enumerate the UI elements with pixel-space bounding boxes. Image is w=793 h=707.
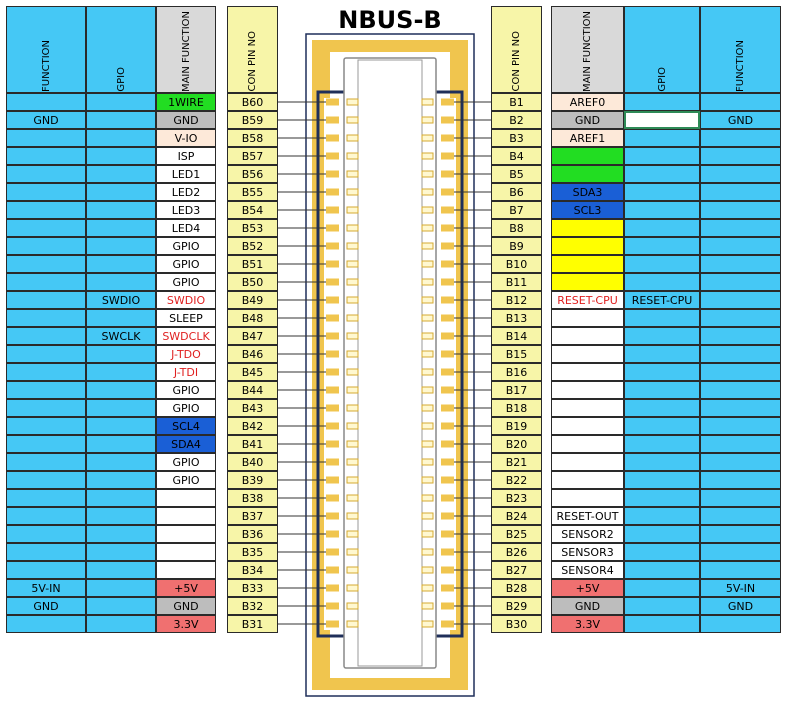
left-contact-pad: [326, 621, 339, 628]
left-contact-pad: [326, 243, 339, 250]
right-contact-finger: [422, 225, 433, 231]
right-contact-pad: [441, 207, 454, 214]
left-contact-finger: [347, 189, 358, 195]
right-contact-finger: [422, 243, 433, 249]
left-contact-finger: [347, 603, 358, 609]
header-right-function-label: FUNCTION: [735, 40, 746, 92]
right-contact-finger: [422, 171, 433, 177]
right-pin-cell: B21: [491, 453, 542, 471]
right-pin-cell: B20: [491, 435, 542, 453]
left-contact-pad: [326, 369, 339, 376]
left-main-function-cell: GPIO: [156, 399, 216, 417]
diagram-title: NBUS-B: [338, 6, 442, 34]
left-main-function-cell: ISP: [156, 147, 216, 165]
right-contact-finger: [422, 621, 433, 627]
right-pin-cell: B26: [491, 543, 542, 561]
right-pin-cell: B14: [491, 327, 542, 345]
right-contact-finger: [422, 279, 433, 285]
right-contact-pad: [441, 423, 454, 430]
left-contact-pad: [326, 351, 339, 358]
right-contact-pad: [441, 189, 454, 196]
left-contact-pad: [326, 297, 339, 304]
left-pin-cell: B50: [227, 273, 278, 291]
right-pin-cell: B29: [491, 597, 542, 615]
left-contact-pad: [326, 207, 339, 214]
left-contact-pad: [326, 333, 339, 340]
left-contact-finger: [347, 567, 358, 573]
left-main-function-cell: GPIO: [156, 381, 216, 399]
left-contact-pad: [326, 567, 339, 574]
right-pin-cell: B2: [491, 111, 542, 129]
left-contact-pad: [326, 441, 339, 448]
right-pin-cell: B13: [491, 309, 542, 327]
left-contact-finger: [347, 117, 358, 123]
left-main-function-cell: LED1: [156, 165, 216, 183]
right-contact-pad: [441, 315, 454, 322]
right-contact-finger: [422, 189, 433, 195]
left-main-function-cell: SWDCLK: [156, 327, 216, 345]
left-pin-cell: B38: [227, 489, 278, 507]
right-contact-pad: [441, 153, 454, 160]
left-pin-cell: B34: [227, 561, 278, 579]
left-contact-finger: [347, 477, 358, 483]
left-pin-cell: B44: [227, 381, 278, 399]
right-contact-pad: [441, 117, 454, 124]
left-pin-cell: B39: [227, 471, 278, 489]
left-contact-finger: [347, 279, 358, 285]
left-function-cell: GND: [6, 597, 86, 615]
right-contact-finger: [422, 351, 433, 357]
right-contact-finger: [422, 369, 433, 375]
left-main-function-cell: SLEEP: [156, 309, 216, 327]
right-pin-cell: B5: [491, 165, 542, 183]
right-pin-cell: B9: [491, 237, 542, 255]
right-function-cell: GND: [700, 111, 781, 129]
left-contact-pad: [326, 585, 339, 592]
right-pin-cell: B22: [491, 471, 542, 489]
left-pin-cell: B56: [227, 165, 278, 183]
right-contact-finger: [422, 423, 433, 429]
right-main-function-cell: +5V: [551, 579, 624, 597]
left-main-function-cell: SCL4: [156, 417, 216, 435]
header-left-main-function-label: MAIN FUNCTION: [180, 10, 192, 92]
left-main-function-cell: V-IO: [156, 129, 216, 147]
right-contact-pad: [441, 171, 454, 178]
right-contact-pad: [441, 279, 454, 286]
left-pin-cell: B31: [227, 615, 278, 633]
right-contact-finger: [422, 153, 433, 159]
right-contact-pad: [441, 261, 454, 268]
right-main-function-cell: SENSOR3: [551, 543, 624, 561]
right-main-function-cell: AREF0: [551, 93, 624, 111]
left-pin-cell: B59: [227, 111, 278, 129]
right-pin-cell: B3: [491, 129, 542, 147]
left-pin-cell: B51: [227, 255, 278, 273]
right-contact-finger: [422, 495, 433, 501]
left-contact-finger: [347, 297, 358, 303]
left-contact-finger: [347, 225, 358, 231]
left-contact-pad: [326, 513, 339, 520]
right-pin-cell: B11: [491, 273, 542, 291]
right-pin-cell: B30: [491, 615, 542, 633]
left-contact-finger: [347, 351, 358, 357]
right-contact-finger: [422, 567, 433, 573]
left-contact-pad: [326, 387, 339, 394]
right-contact-pad: [441, 369, 454, 376]
left-pin-cell: B41: [227, 435, 278, 453]
right-contact-pad: [441, 135, 454, 142]
left-contact-finger: [347, 621, 358, 627]
left-contact-finger: [347, 585, 358, 591]
left-contact-pad: [326, 261, 339, 268]
right-pin-cell: B10: [491, 255, 542, 273]
left-contact-pad: [326, 279, 339, 286]
right-contact-pad: [441, 459, 454, 466]
left-contact-pad: [326, 405, 339, 412]
left-contact-pad: [326, 531, 339, 538]
left-contact-finger: [347, 243, 358, 249]
right-contact-finger: [422, 333, 433, 339]
left-pin-cell: B48: [227, 309, 278, 327]
right-contact-finger: [422, 207, 433, 213]
left-pin-cell: B32: [227, 597, 278, 615]
left-contact-finger: [347, 207, 358, 213]
left-function-cell: 5V-IN: [6, 579, 86, 597]
left-contact-pad: [326, 423, 339, 430]
header-left-function-label: FUNCTION: [40, 40, 52, 92]
right-pin-cell: B15: [491, 345, 542, 363]
right-pin-cell: B4: [491, 147, 542, 165]
right-pin-cell: B24: [491, 507, 542, 525]
right-pin-cell: B6: [491, 183, 542, 201]
right-contact-pad: [441, 297, 454, 304]
right-main-function-cell: SDA3: [551, 183, 624, 201]
left-main-function-cell: J-TDI: [156, 363, 216, 381]
right-contact-pad: [441, 621, 454, 628]
right-contact-finger: [422, 315, 433, 321]
header-left-gpio-label: GPIO: [115, 67, 127, 92]
left-pin-cell: B37: [227, 507, 278, 525]
left-contact-finger: [347, 459, 358, 465]
right-pin-cell: B12: [491, 291, 542, 309]
left-contact-finger: [347, 171, 358, 177]
right-main-function-cell: GND: [551, 111, 624, 129]
left-contact-finger: [347, 441, 358, 447]
left-pin-cell: B47: [227, 327, 278, 345]
left-pin-cell: B55: [227, 183, 278, 201]
right-pin-cell: B17: [491, 381, 542, 399]
left-main-function-cell: 3.3V: [156, 615, 216, 633]
left-pin-cell: B35: [227, 543, 278, 561]
left-pin-cell: B58: [227, 129, 278, 147]
left-function-cell: GND: [6, 111, 86, 129]
left-gpio-cell: SWCLK: [86, 327, 156, 345]
left-pin-cell: B40: [227, 453, 278, 471]
left-contact-pad: [326, 153, 339, 160]
right-contact-pad: [441, 99, 454, 106]
right-main-function-cell: RESET-OUT: [551, 507, 624, 525]
left-main-function-cell: GPIO: [156, 471, 216, 489]
left-main-function-cell: LED3: [156, 201, 216, 219]
left-contact-finger: [347, 531, 358, 537]
right-main-function-cell: SENSOR4: [551, 561, 624, 579]
right-contact-finger: [422, 135, 433, 141]
left-pin-cell: B57: [227, 147, 278, 165]
right-contact-pad: [441, 243, 454, 250]
right-pin-cell: B28: [491, 579, 542, 597]
right-contact-pad: [441, 477, 454, 484]
right-contact-pad: [441, 585, 454, 592]
right-contact-finger: [422, 99, 433, 105]
left-main-function-cell: J-TDO: [156, 345, 216, 363]
left-main-function-cell: LED2: [156, 183, 216, 201]
right-main-function-cell: SENSOR2: [551, 525, 624, 543]
left-pin-cell: B43: [227, 399, 278, 417]
left-contact-finger: [347, 513, 358, 519]
left-contact-pad: [326, 495, 339, 502]
header-right-main-function-label: MAIN FUNCTION: [582, 10, 593, 92]
right-contact-finger: [422, 387, 433, 393]
right-contact-finger: [422, 297, 433, 303]
left-pin-cell: B54: [227, 201, 278, 219]
left-pin-cell: B45: [227, 363, 278, 381]
left-contact-finger: [347, 405, 358, 411]
left-contact-pad: [326, 459, 339, 466]
right-gpio-cell: RESET-CPU: [624, 291, 700, 309]
right-main-function-cell: SCL3: [551, 201, 624, 219]
right-contact-pad: [441, 441, 454, 448]
right-pin-cell: B7: [491, 201, 542, 219]
left-contact-pad: [326, 117, 339, 124]
left-contact-finger: [347, 387, 358, 393]
right-main-function-cell: RESET-CPU: [551, 291, 624, 309]
left-main-function-cell: LED4: [156, 219, 216, 237]
header-right-gpio-label: GPIO: [656, 67, 668, 92]
left-pin-cell: B33: [227, 579, 278, 597]
right-contact-finger: [422, 459, 433, 465]
left-pin-cell: B53: [227, 219, 278, 237]
left-main-function-cell: +5V: [156, 579, 216, 597]
right-pin-cell: B8: [491, 219, 542, 237]
left-contact-pad: [326, 477, 339, 484]
left-contact-pad: [326, 315, 339, 322]
right-pin-cell: B1: [491, 93, 542, 111]
left-pin-cell: B52: [227, 237, 278, 255]
left-main-function-cell: SWDIO: [156, 291, 216, 309]
left-pin-cell: B46: [227, 345, 278, 363]
right-contact-finger: [422, 261, 433, 267]
left-main-function-cell: GND: [156, 111, 216, 129]
right-function-cell: GND: [700, 597, 781, 615]
right-contact-pad: [441, 225, 454, 232]
right-pin-cell: B18: [491, 399, 542, 417]
left-contact-finger: [347, 261, 358, 267]
right-contact-pad: [441, 333, 454, 340]
left-contact-pad: [326, 549, 339, 556]
right-contact-pad: [441, 387, 454, 394]
right-contact-finger: [422, 441, 433, 447]
left-contact-finger: [347, 423, 358, 429]
header-right-con-pin-no-label: CON PIN NO: [511, 31, 522, 92]
left-contact-pad: [326, 603, 339, 610]
left-contact-finger: [347, 135, 358, 141]
right-contact-finger: [422, 513, 433, 519]
left-gpio-cell: SWDIO: [86, 291, 156, 309]
left-contact-finger: [347, 333, 358, 339]
right-pin-cell: B16: [491, 363, 542, 381]
left-contact-pad: [326, 225, 339, 232]
left-contact-pad: [326, 189, 339, 196]
left-pin-cell: B60: [227, 93, 278, 111]
right-main-function-cell: AREF1: [551, 129, 624, 147]
right-contact-pad: [441, 531, 454, 538]
left-main-function-cell: GPIO: [156, 255, 216, 273]
left-contact-pad: [326, 171, 339, 178]
left-contact-finger: [347, 549, 358, 555]
left-contact-finger: [347, 315, 358, 321]
right-pin-cell: B23: [491, 489, 542, 507]
right-contact-finger: [422, 549, 433, 555]
right-contact-pad: [441, 567, 454, 574]
left-contact-finger: [347, 369, 358, 375]
right-contact-pad: [441, 405, 454, 412]
left-pin-cell: B36: [227, 525, 278, 543]
left-main-function-cell: 1WIRE: [156, 93, 216, 111]
connector-slot-inner: [358, 60, 422, 666]
left-contact-pad: [326, 99, 339, 106]
right-pin-cell: B25: [491, 525, 542, 543]
right-contact-pad: [441, 513, 454, 520]
right-contact-pad: [441, 549, 454, 556]
right-main-function-cell: 3.3V: [551, 615, 624, 633]
right-contact-pad: [441, 351, 454, 358]
left-pin-cell: B42: [227, 417, 278, 435]
left-main-function-cell: SDA4: [156, 435, 216, 453]
right-pin-cell: B19: [491, 417, 542, 435]
right-contact-finger: [422, 585, 433, 591]
left-main-function-cell: GPIO: [156, 237, 216, 255]
right-function-cell: 5V-IN: [700, 579, 781, 597]
right-contact-finger: [422, 603, 433, 609]
left-main-function-cell: GPIO: [156, 273, 216, 291]
right-contact-finger: [422, 117, 433, 123]
left-main-function-cell: GND: [156, 597, 216, 615]
left-contact-finger: [347, 153, 358, 159]
right-main-function-cell: GND: [551, 597, 624, 615]
left-main-function-cell: GPIO: [156, 453, 216, 471]
right-contact-finger: [422, 405, 433, 411]
right-contact-finger: [422, 531, 433, 537]
right-pin-cell: B27: [491, 561, 542, 579]
right-contact-pad: [441, 495, 454, 502]
right-contact-pad: [441, 603, 454, 610]
left-contact-finger: [347, 495, 358, 501]
right-contact-finger: [422, 477, 433, 483]
header-left-con-pin-no-label: CON PIN NO: [247, 31, 258, 92]
left-contact-pad: [326, 135, 339, 142]
left-pin-cell: B49: [227, 291, 278, 309]
left-contact-finger: [347, 99, 358, 105]
